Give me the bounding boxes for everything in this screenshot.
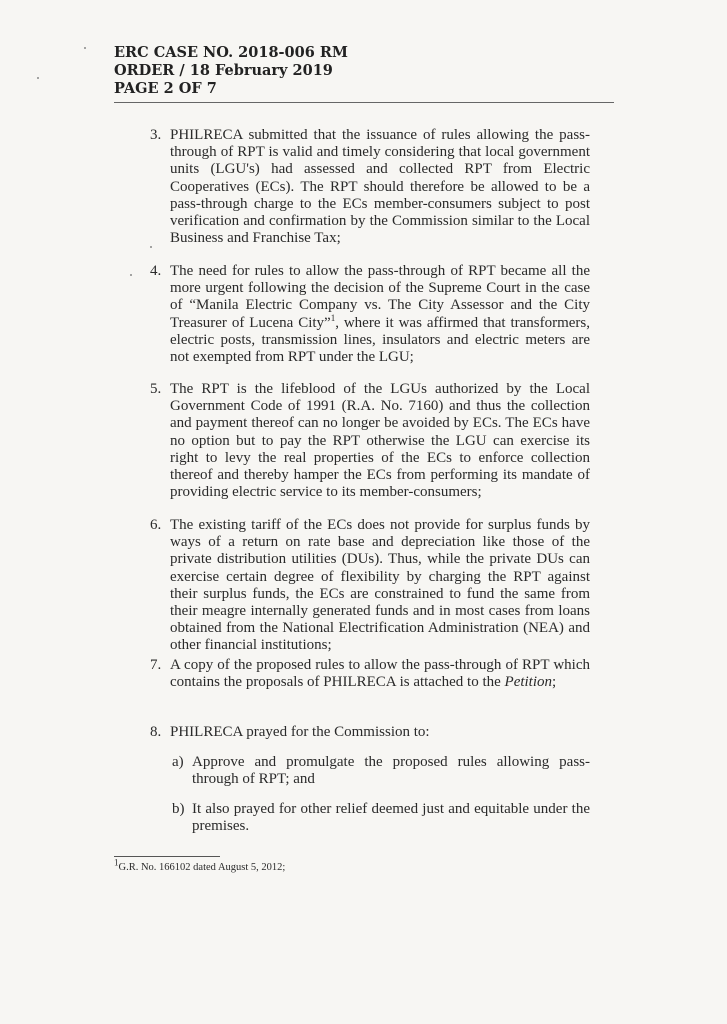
scan-speck xyxy=(150,246,152,248)
paragraph-text: PHILRECA prayed for the Commission to: xyxy=(170,724,430,740)
paragraph-text: The existing tariff of the ECs does not provide for surplus funds by ways of a return on rate base and depreciation like those of the private distribution utilities (DUs). Thus, while the private DUs can exercise certain degree of flexibility by charging the RPT against their surplus funds, the ECs are constrained to fund the same from their meagre internally generated funds and in most cases from loans obtained from the National Electrification Administration (NEA) and other financial institutions; xyxy=(170,517,590,654)
footnote-text: G.R. No. 166102 dated August 5, 2012; xyxy=(118,862,286,873)
paragraph-number: 8. xyxy=(150,724,162,740)
page-number: PAGE 2 OF 7 xyxy=(114,80,217,97)
subparagraph-b xyxy=(172,801,590,835)
paragraph-number: 5. xyxy=(150,381,162,397)
footnote-number: 1 xyxy=(114,857,119,868)
subparagraph-text: Approve and promulgate the proposed rules allowing pass-through of RPT; and xyxy=(192,754,590,788)
footnote xyxy=(114,857,286,874)
paragraph-text-part: ; xyxy=(552,674,557,691)
paragraph-number: 7. xyxy=(150,657,162,673)
paragraph-text-part: , where it was affirmed that transformers, electric posts, transmission lines, insulators and electric meters are not exempted from RPT under the LGU; xyxy=(170,314,591,366)
footnote-rule xyxy=(114,856,220,857)
paragraph-number: 6. xyxy=(150,517,162,533)
scan-speck xyxy=(130,274,132,276)
petition-italic: Petition xyxy=(504,674,553,691)
page-header xyxy=(114,44,348,98)
paragraph-text: PHILRECA submitted that the issuance of rules allowing the pass-through of RPT is valid and timely considering that local government units (LGU's) had assessed and collected RPT from Electric Cooperatives (ECs). The RPT should therefore be allowed to be a pass-through charge to the ECs member-consumers subject to post verification and confirmation by the Commission similar to the Local Business and Franchise Tax; xyxy=(170,127,590,247)
paragraph-text xyxy=(170,263,590,366)
paragraph-4 xyxy=(150,263,590,366)
paragraph-number: 4. xyxy=(150,263,162,279)
order-date: ORDER / 18 February 2019 xyxy=(114,62,333,79)
paragraph-6 xyxy=(150,517,590,655)
paragraph-number: 3. xyxy=(150,127,162,143)
footnote-reference: 1 xyxy=(330,312,336,323)
paragraph-7 xyxy=(150,657,590,691)
subparagraph-letter: b) xyxy=(172,801,185,817)
subparagraph-a xyxy=(172,754,590,788)
paragraph-text-part: The need for rules to allow the pass-through of RPT became all the more urgent following the decision of the Supreme Court in the case of “Manila Electric Company vs. The City Assessor and the City Treasurer of Lucena City” xyxy=(170,263,590,331)
scan-speck xyxy=(84,47,86,49)
subparagraph-text: It also prayed for other relief deemed just and equitable under the premises. xyxy=(192,801,590,835)
paragraph-text: The RPT is the lifeblood of the LGUs authorized by the Local Government Code of 1991 (R.A. No. 7160) and thus the collection and payment thereof can no longer be avoided by ECs. The ECs have no option but to pay the RPT otherwise the LGU can exercise its right to levy the real properties of the ECs to enforce collection thereof and thereby hamper the ECs from performing its mandate of providing electric service to its member-consumers; xyxy=(170,381,590,501)
paragraph-text xyxy=(170,657,590,691)
paragraph-text-part: A copy of the proposed rules to allow the pass-through of RPT which contains the proposals of PHILRECA is attached to the xyxy=(170,657,590,691)
scan-speck xyxy=(37,77,39,79)
subparagraph-letter: a) xyxy=(172,754,184,770)
paragraph-8 xyxy=(150,724,590,741)
header-rule xyxy=(114,102,614,103)
paragraph-5 xyxy=(150,381,590,501)
case-number: ERC CASE NO. 2018-006 RM xyxy=(114,44,348,61)
paragraph-3 xyxy=(150,127,590,247)
